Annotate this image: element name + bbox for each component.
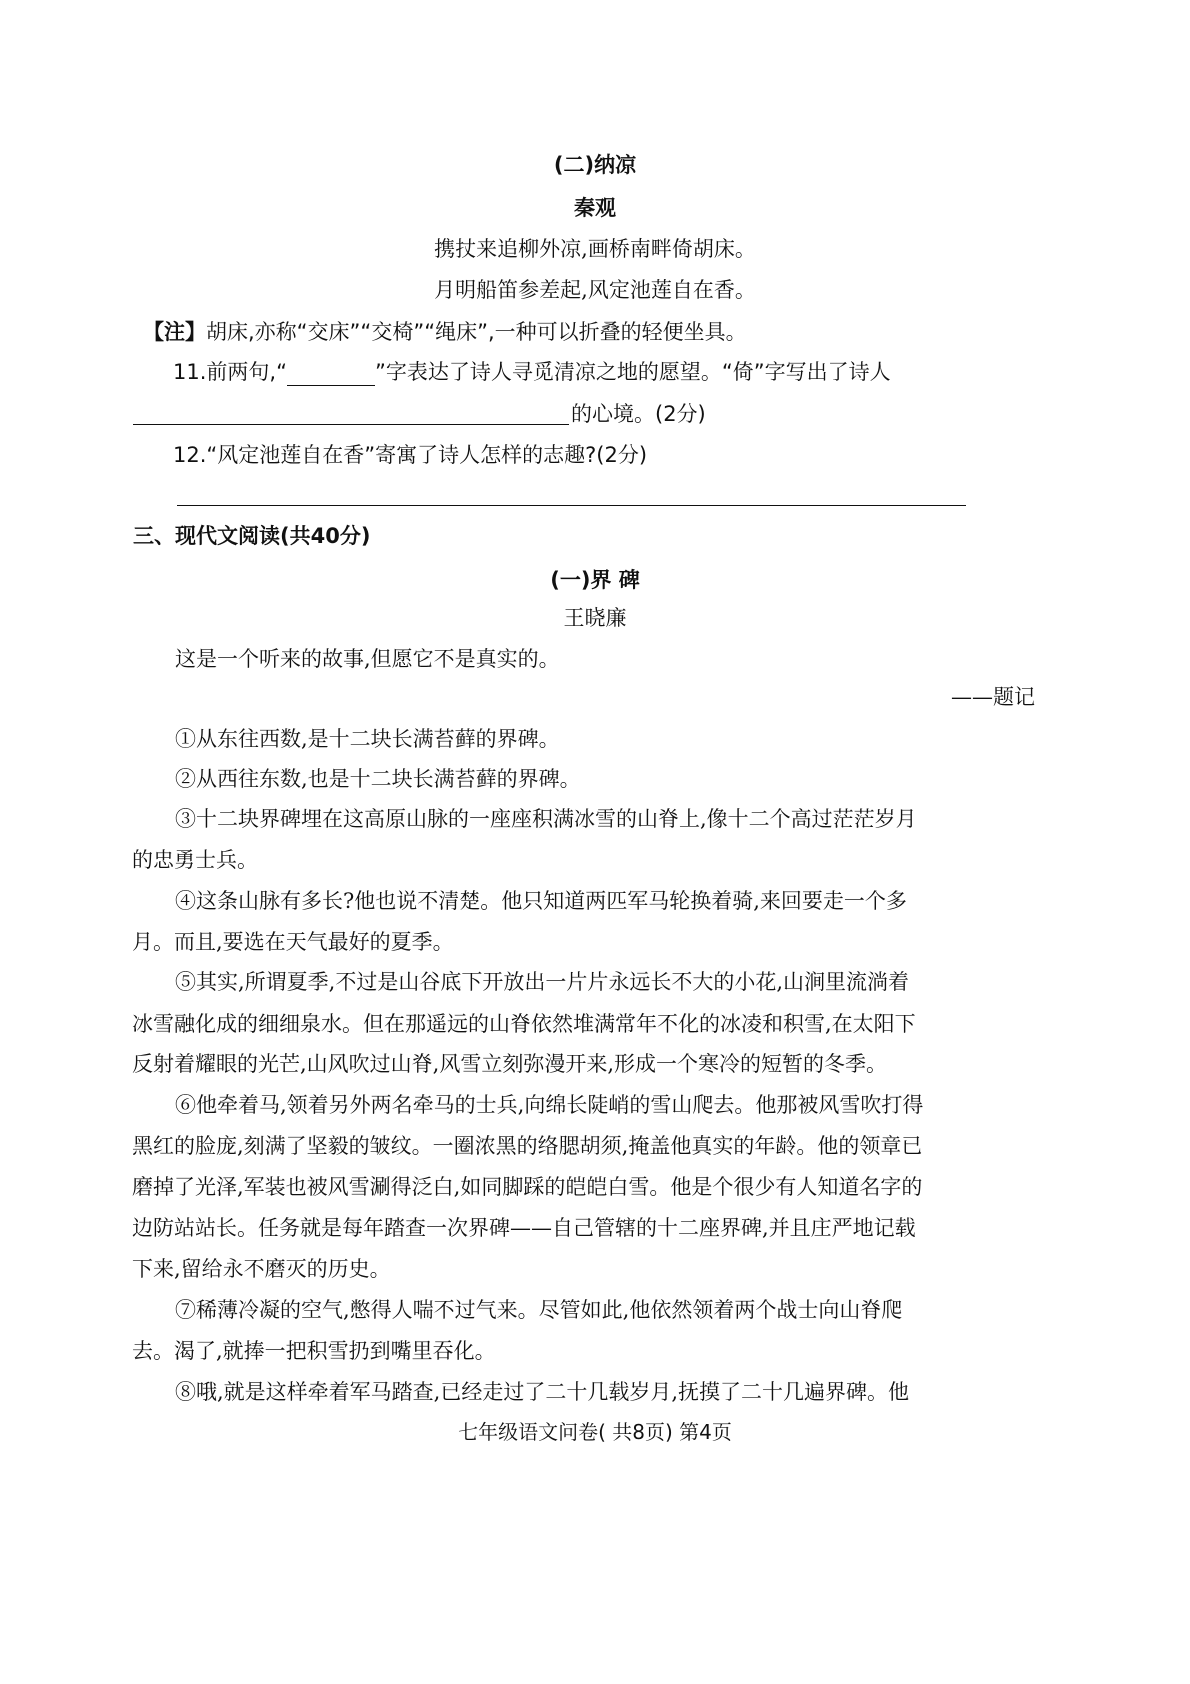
question-12: 12.“风定池莲自在香”寄寓了诗人怎样的志趣?(2分) [173,443,648,467]
q11-blank-2[interactable] [133,424,569,425]
paragraph-6-line-1: ⑥他牵着马,领着另外两名牵马的士兵,向绵长陡峭的雪山爬去。他那被风雪吹打得 [175,1093,924,1117]
note-label: 【注】 [143,320,206,344]
paragraph-6-line-5: 下来,留给永不磨灭的历史。 [132,1257,391,1281]
note-text: 胡床,亦称“交床”“交椅”“绳床”,一种可以折叠的轻便坐具。 [206,320,747,344]
paragraph-5-line-1: ⑤其实,所谓夏季,不过是山谷底下开放出一片片永远长不大的小花,山涧里流淌着 [175,970,910,994]
epigraph-signature: ——题记 [951,685,1035,709]
paragraph-2: ②从西往东数,也是十二块长满苔藓的界碑。 [175,767,581,791]
q11-part2: ”字表达了诗人寻觅清凉之地的愿望。“倚”字写出了诗人 [374,360,891,384]
section-heading: 三、现代文阅读(共40分) [133,524,371,548]
poem-line-2: 月明船笛参差起,风定池莲自在香。 [434,278,756,302]
paragraph-6-line-3: 磨掉了光泽,军装也被风雪涮得泛白,如同脚踩的皑皑白雪。他是个很少有人知道名字的 [132,1175,923,1199]
poem-line-1: 携扙来追柳外凉,画桥南畔倚胡床。 [434,237,756,261]
paragraph-5-line-2: 冰雪融化成的细细泉水。但在那遥远的山脊依然堆满常年不化的冰凌和积雪,在太阳下 [132,1012,916,1036]
paragraph-8-line-1: ⑧哦,就是这样牵着军马踏查,已经走过了二十几载岁月,抚摸了二十几遍界碑。他 [175,1380,910,1404]
paragraph-6-line-4: 边防站站长。任务就是每年踏查一次界碑——自己管辖的十二座界碑,并且庄严地记载 [132,1216,916,1240]
paragraph-5-line-3: 反射着耀眼的光芒,山风吹过山脊,风雪立刻弥漫开来,形成一个寒冷的短暂的冬季。 [132,1052,888,1076]
paragraph-1: ①从东往西数,是十二块长满苔藓的界碑。 [175,727,560,751]
q11-blank-1[interactable] [287,363,375,386]
question-11 [173,358,891,386]
paragraph-6-line-2: 黑红的脸庞,刻满了坚毅的皱纹。一圈浓黑的络腮胡须,掩盖他真实的年龄。他的领章已 [132,1134,923,1158]
paragraph-4-line-2: 月。而且,要选在天气最好的夏季。 [132,930,454,954]
q11-part3: 的心境。(2分) [571,402,706,426]
poem-note [143,318,747,346]
q12-answer-line[interactable] [177,505,966,506]
paragraph-4-line-1: ④这条山脉有多长?他也说不清楚。他只知道两匹军马轮换着骑,来回要走一个多 [175,889,907,913]
paragraph-3-line-1: ③十二块界碑埋在这高原山脉的一座座积满冰雪的山脊上,像十二个高过茫茫岁月 [175,807,917,831]
article-title: (一)界 碑 [550,568,640,592]
article-author: 王晓廉 [563,606,627,630]
q11-part1: 11.前两句,“ [173,360,287,384]
poem-title: (二)纳凉 [553,153,637,177]
epigraph: 这是一个听来的故事,但愿它不是真实的。 [175,647,560,671]
page-footer: 七年级语文问卷( 共8页) 第4页 [458,1420,732,1444]
paragraph-3-line-2: 的忠勇士兵。 [132,848,258,872]
poem-author: 秦观 [574,196,616,220]
paragraph-7-line-2: 去。渴了,就捧一把积雪扔到嘴里吞化。 [132,1339,496,1363]
paragraph-7-line-1: ⑦稀薄冷凝的空气,憋得人喘不过气来。尽管如此,他依然领着两个战士向山脊爬 [175,1298,903,1322]
